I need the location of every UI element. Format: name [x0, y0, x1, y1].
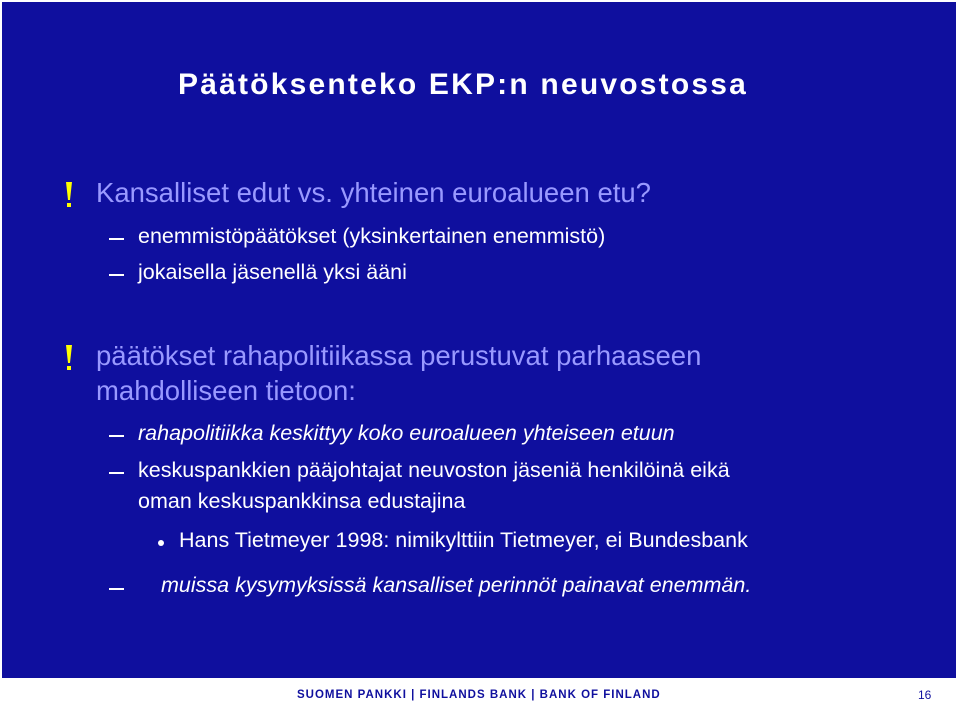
bullet-2-line-2: mahdolliseen tietoon:: [96, 375, 356, 406]
exclamation-icon: [64, 180, 74, 210]
bullet-2-sub-1: rahapolitiikka keskittyy koko euroalueen yhteiseen etuun: [138, 421, 675, 445]
dot-marker: [158, 540, 164, 546]
bullet-2-sub-3: muissa kysymyksissä kansalliset perinnöt painavat enemmän.: [161, 573, 752, 597]
footer: [0, 678, 960, 705]
dash-marker: [109, 472, 124, 474]
dash-marker: [109, 274, 124, 276]
page-number: 16: [918, 688, 932, 702]
bullet-1-text: Kansalliset edut vs. yhteinen euroalueen etu?: [96, 177, 651, 208]
bullet-2-line-1: päätökset rahapolitiikassa perustuvat parhaaseen: [96, 340, 702, 371]
bullet-2-sub-2-line-2: oman keskuspankkinsa edustajina: [138, 489, 466, 513]
bullet-1-sub-2: jokaisella jäsenellä yksi ääni: [138, 260, 407, 284]
dash-marker: [109, 435, 124, 437]
slide: [2, 2, 956, 678]
exclamation-icon: [64, 343, 74, 373]
dash-marker: [109, 588, 124, 590]
bullet-1-sub-1: enemmistöpäätökset (yksinkertainen enemmistö): [138, 224, 606, 248]
footer-organization: SUOMEN PANKKI | FINLANDS BANK | BANK OF FINLAND: [297, 689, 661, 701]
slide-title: Päätöksenteko EKP:n neuvostossa: [178, 68, 749, 101]
dash-marker: [109, 238, 124, 240]
bullet-2-sub-2-sub-1: Hans Tietmeyer 1998: nimikylttiin Tietmeyer, ei Bundesbank: [179, 528, 748, 552]
bullet-2-sub-2-line-1: keskuspankkien pääjohtajat neuvoston jäseniä henkilöinä eikä: [138, 458, 730, 482]
